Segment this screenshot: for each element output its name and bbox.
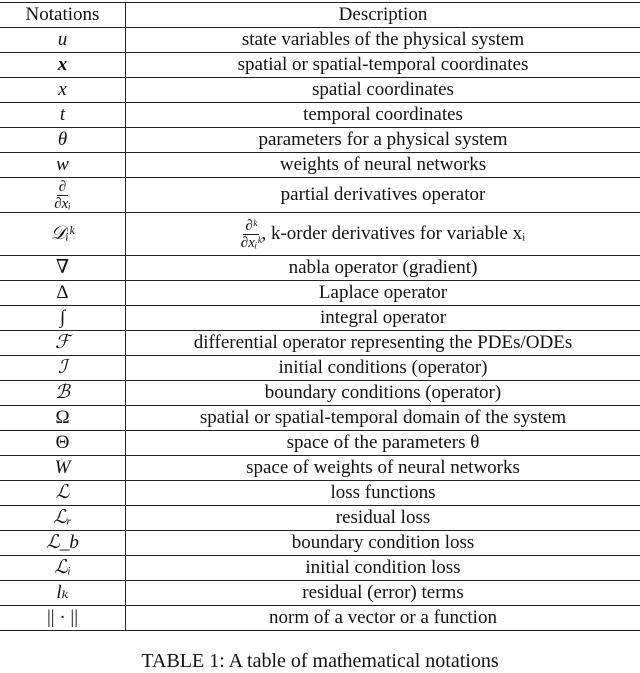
description-cell: boundary condition loss (126, 531, 640, 556)
table-row (0, 53, 640, 78)
table-row (0, 153, 640, 178)
notation-cell: ℱ (0, 331, 126, 356)
notation-cell: t (0, 103, 126, 128)
notation-cell: Δ (0, 281, 126, 306)
table-row (0, 356, 640, 381)
fraction (241, 218, 262, 251)
notation-cell (0, 178, 126, 213)
table-row (0, 481, 640, 506)
description-cell: spatial or spatial-temporal coordinates (126, 53, 640, 78)
description-cell: norm of a vector or a function (126, 606, 640, 631)
table-row (0, 381, 640, 406)
table-row (0, 606, 640, 631)
description-cell: weights of neural networks (126, 153, 640, 178)
table-row (0, 431, 640, 456)
notation-cell: Ω (0, 406, 126, 431)
notation-cell: Θ (0, 431, 126, 456)
description-cell: space of weights of neural networks (126, 456, 640, 481)
fraction-numerator: ∂ (57, 179, 68, 196)
table-row (0, 306, 640, 331)
table-row (0, 128, 640, 153)
description-cell: boundary conditions (operator) (126, 381, 640, 406)
table-row (0, 556, 640, 581)
notation-cell: ℒ (0, 481, 126, 506)
notation-cell: W (0, 456, 126, 481)
table-header-row (0, 3, 640, 28)
notation-cell: ℒ_b (0, 531, 126, 556)
fraction-numerator: ∂ᵏ (243, 218, 259, 235)
notation-cell: ℒᵣ (0, 506, 126, 531)
description-cell: loss functions (126, 481, 640, 506)
table-row (0, 581, 640, 606)
fraction-denominator: ∂xᵢ (54, 196, 70, 212)
table-row (0, 331, 640, 356)
fraction-denominator: ∂xᵢᵏ (241, 235, 262, 251)
notation-cell: ∫ (0, 306, 126, 331)
description-cell: spatial or spatial-temporal domain of the system (126, 406, 640, 431)
notation-cell: lₖ (0, 581, 126, 606)
notation-cell: ℒᵢ (0, 556, 126, 581)
notation-cell: x (0, 53, 126, 78)
table-row (0, 281, 640, 306)
table-row (0, 78, 640, 103)
description-cell: space of the parameters θ (126, 431, 640, 456)
description-cell: state variables of the physical system (126, 28, 640, 53)
notation-cell: θ (0, 128, 126, 153)
description-cell: initial condition loss (126, 556, 640, 581)
description-cell: spatial coordinates (126, 78, 640, 103)
notation-cell: ℐ (0, 356, 126, 381)
description-cell: residual loss (126, 506, 640, 531)
notation-cell: 𝒟ᵢᵏ (0, 213, 126, 256)
table-row (0, 103, 640, 128)
description-cell: temporal coordinates (126, 103, 640, 128)
table-caption: TABLE 1: A table of mathematical notations (0, 650, 640, 673)
description-cell: parameters for a physical system (126, 128, 640, 153)
description-cell (126, 213, 640, 256)
description-cell: residual (error) terms (126, 581, 640, 606)
header-description: Description (126, 3, 640, 28)
table-row (0, 213, 640, 256)
description-cell: differential operator representing the PDEs/ODEs (126, 331, 640, 356)
header-notations: Notations (0, 3, 126, 28)
description-cell: partial derivatives operator (126, 178, 640, 213)
description-text: , k-order derivatives for variable xᵢ (261, 222, 525, 243)
notation-cell: x (0, 78, 126, 103)
table-row (0, 256, 640, 281)
table-row (0, 506, 640, 531)
fraction (54, 179, 70, 212)
notation-table (0, 2, 640, 631)
description-cell: Laplace operator (126, 281, 640, 306)
notation-cell: w (0, 153, 126, 178)
table-row (0, 178, 640, 213)
notation-cell: || · || (0, 606, 126, 631)
notation-cell: ∇ (0, 256, 126, 281)
table-row (0, 456, 640, 481)
table-row (0, 531, 640, 556)
notation-cell: u (0, 28, 126, 53)
notation-cell: ℬ (0, 381, 126, 406)
description-cell: initial conditions (operator) (126, 356, 640, 381)
description-cell: integral operator (126, 306, 640, 331)
table-row (0, 28, 640, 53)
description-cell: nabla operator (gradient) (126, 256, 640, 281)
table-row (0, 406, 640, 431)
